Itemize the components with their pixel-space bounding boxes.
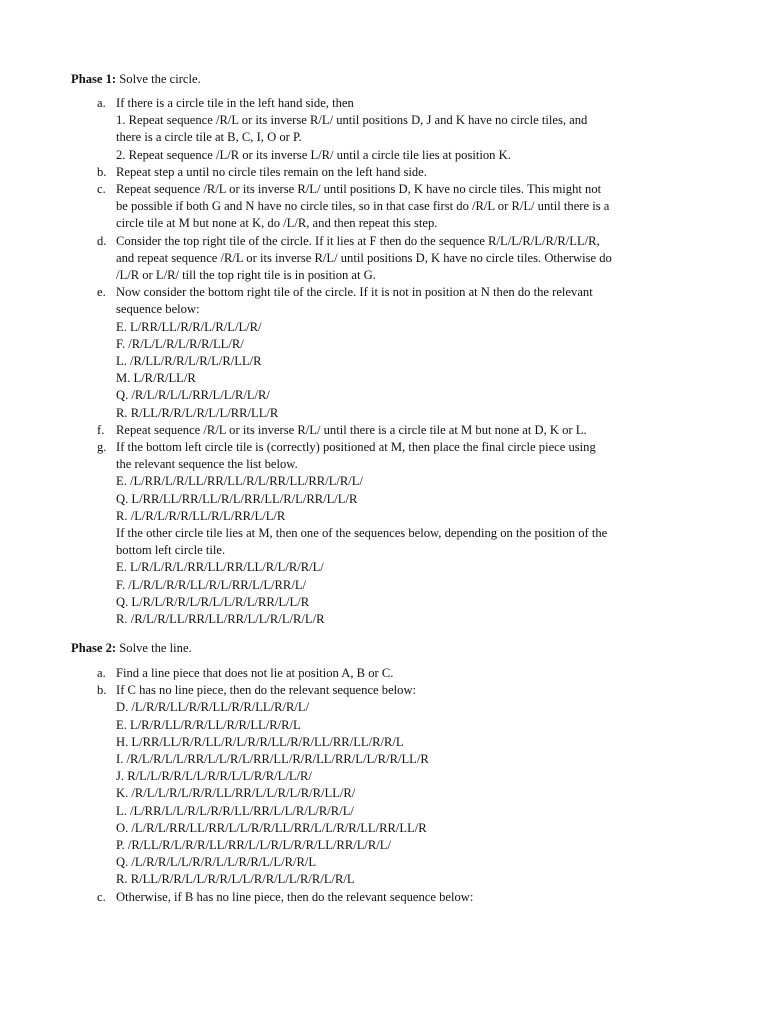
step-marker: a.	[97, 96, 106, 110]
step-text-line: J. R/L/L/R/R/L/L/R/R/L/L/R/R/L/L/R/	[116, 769, 312, 784]
step-text-line: 1. Repeat sequence /R/L or its inverse R/L/ until positions D, J and K have no circle tiles, and	[116, 113, 588, 128]
step-text-line: E. L/R/R/LL/R/R/LL/R/R/LL/R/R/L	[116, 717, 301, 732]
step-text-line: E. L/R/L/R/L/RR/LL/RR/LL/R/L/R/R/L/	[116, 560, 324, 575]
step-item	[97, 181, 687, 233]
step-text-line: O. /L/R/L/RR/LL/RR/L/L/R/R/LL/RR/L/L/R/R/LL/RR/LL/R	[116, 820, 427, 835]
step-text-line: H. L/RR/LL/R/R/LL/R/L/R/R/LL/R/R/LL/RR/LL/R/R/L	[116, 734, 404, 749]
step-text-line: R. /L/R/L/R/R/LL/R/L/RR/L/L/R	[116, 508, 286, 523]
step-marker: g.	[97, 440, 107, 455]
step-marker: c.	[97, 182, 106, 197]
phase-1-title: Phase 1:	[71, 72, 117, 86]
step-text-line: Find a line piece that does not lie at position A, B or C.	[116, 666, 394, 680]
step-text-line: Otherwise, if B has no line piece, then do the relevant sequence below:	[116, 889, 474, 904]
step-text-line: Q. L/R/L/R/R/L/R/L/L/R/L/RR/L/L/R	[116, 594, 310, 609]
step-text-line: bottom left circle tile.	[116, 543, 226, 558]
step-text-line: and repeat sequence /R/L or its inverse R/L/ until positions D, K have no circle tiles. Otherwise do	[116, 250, 612, 265]
step-text-line: Q. /R/L/R/L/L/RR/L/L/R/L/R/	[116, 388, 270, 403]
step-text-line: E. L/RR/LL/R/R/L/R/L/L/R/	[116, 319, 262, 334]
step-text-line: Q. /L/R/R/L/L/R/R/L/L/R/R/L/L/R/R/L	[116, 855, 317, 870]
step-text-line: Q. L/RR/LL/RR/LL/R/L/RR/LL/R/L/RR/L/L/R	[116, 491, 358, 506]
step-text-line: the relevant sequence the list below.	[116, 457, 298, 472]
step-item	[97, 95, 687, 164]
step-text-line: R. /R/L/R/LL/RR/LL/RR/L/L/R/L/R/L/R	[116, 612, 325, 627]
step-text-line: K. /R/L/L/R/L/R/R/LL/RR/L/L/R/L/R/R/LL/R/	[116, 786, 356, 801]
phase-2-title: Phase 2:	[71, 641, 117, 655]
step-text-line: Now consider the bottom right tile of the circle. If it is not in position at N then do the relevant	[116, 285, 593, 300]
step-item	[97, 439, 687, 628]
step-item	[97, 665, 687, 682]
step-text-line: If there is a circle tile in the left hand side, then	[116, 96, 354, 110]
step-text-line: If C has no line piece, then do the relevant sequence below:	[116, 683, 417, 698]
step-item	[97, 422, 687, 439]
step-text-line: be possible if both G and N have no circle tiles, so in that case first do /R/L or R/L/ until there is a	[116, 199, 610, 214]
step-item	[97, 164, 687, 181]
step-marker: e.	[97, 285, 106, 300]
step-marker: b.	[97, 683, 107, 698]
phase-2-heading	[71, 640, 192, 657]
step-item	[97, 889, 687, 906]
step-item	[97, 284, 687, 422]
step-marker: c.	[97, 889, 106, 904]
step-marker: d.	[97, 233, 107, 248]
step-text-line: I. /R/L/R/L/L/RR/L/L/R/L/RR/LL/R/R/LL/RR/L/L/R/R/LL/R	[116, 752, 429, 767]
step-text-line: L. /R/LL/R/R/L/R/L/R/LL/R	[116, 354, 262, 369]
phase-1-steps	[97, 95, 687, 628]
step-text-line: E. /L/RR/L/R/LL/RR/LL/R/L/RR/LL/RR/L/R/L/	[116, 474, 363, 489]
step-text-line: If the bottom left circle tile is (correctly) positioned at M, then place the final circle piece using	[116, 440, 596, 455]
step-text-line: M. L/R/R/LL/R	[116, 371, 196, 386]
step-marker: a.	[97, 666, 106, 680]
step-text-line: 2. Repeat sequence /L/R or its inverse L/R/ until a circle tile lies at position K.	[116, 147, 511, 162]
phase-2-subtitle: Solve the line.	[119, 641, 192, 655]
step-text-line: L. /L/RR/L/L/R/L/R/R/LL/RR/L/L/R/L/R/R/L/	[116, 803, 354, 818]
step-marker: b.	[97, 164, 107, 179]
step-text-line: R. R/LL/R/R/L/L/R/R/L/L/R/R/L/L/R/R/L/R/L	[116, 872, 355, 887]
step-text-line: If the other circle tile lies at M, then one of the sequences below, depending on the position of the	[116, 526, 608, 541]
step-text-line: Consider the top right tile of the circle. If it lies at F then do the sequence R/L/L/R/L/R/R/LL/R,	[116, 233, 600, 248]
phase-2-steps	[97, 665, 687, 906]
step-item	[97, 233, 687, 285]
step-marker: f.	[97, 422, 105, 437]
step-text-line: Repeat step a until no circle tiles remain on the left hand side.	[116, 164, 427, 179]
step-text-line: F. /R/L/L/R/L/R/R/LL/R/	[116, 336, 244, 351]
step-text-line: R. R/LL/R/R/L/R/L/L/RR/LL/R	[116, 405, 279, 420]
step-text-line: sequence below:	[116, 302, 200, 317]
step-text-line: D. /L/R/R/LL/R/R/LL/R/R/LL/R/R/L/	[116, 700, 310, 715]
step-text-line: circle tile at M but none at K, do /L/R, and then repeat this step.	[116, 216, 438, 231]
step-text-line: P. /R/LL/R/L/R/R/LL/RR/L/L/R/L/R/R/LL/RR/L/R/L/	[116, 838, 391, 853]
step-item	[97, 682, 687, 888]
step-text-line: F. /L/R/L/R/R/LL/R/L/RR/L/L/RR/L/	[116, 577, 307, 592]
step-text-line: Repeat sequence /R/L or its inverse R/L/ until there is a circle tile at M but none at D, K or L.	[116, 422, 587, 437]
phase-1-subtitle: Solve the circle.	[119, 72, 201, 86]
phase-1-heading	[71, 71, 201, 88]
step-text-line: Repeat sequence /R/L or its inverse R/L/ until positions D, K have no circle tiles. This might not	[116, 182, 602, 197]
step-text-line: there is a circle tile at B, C, I, O or P.	[116, 130, 302, 145]
step-text-line: /L/R or L/R/ till the top right tile is in position at G.	[116, 268, 376, 283]
